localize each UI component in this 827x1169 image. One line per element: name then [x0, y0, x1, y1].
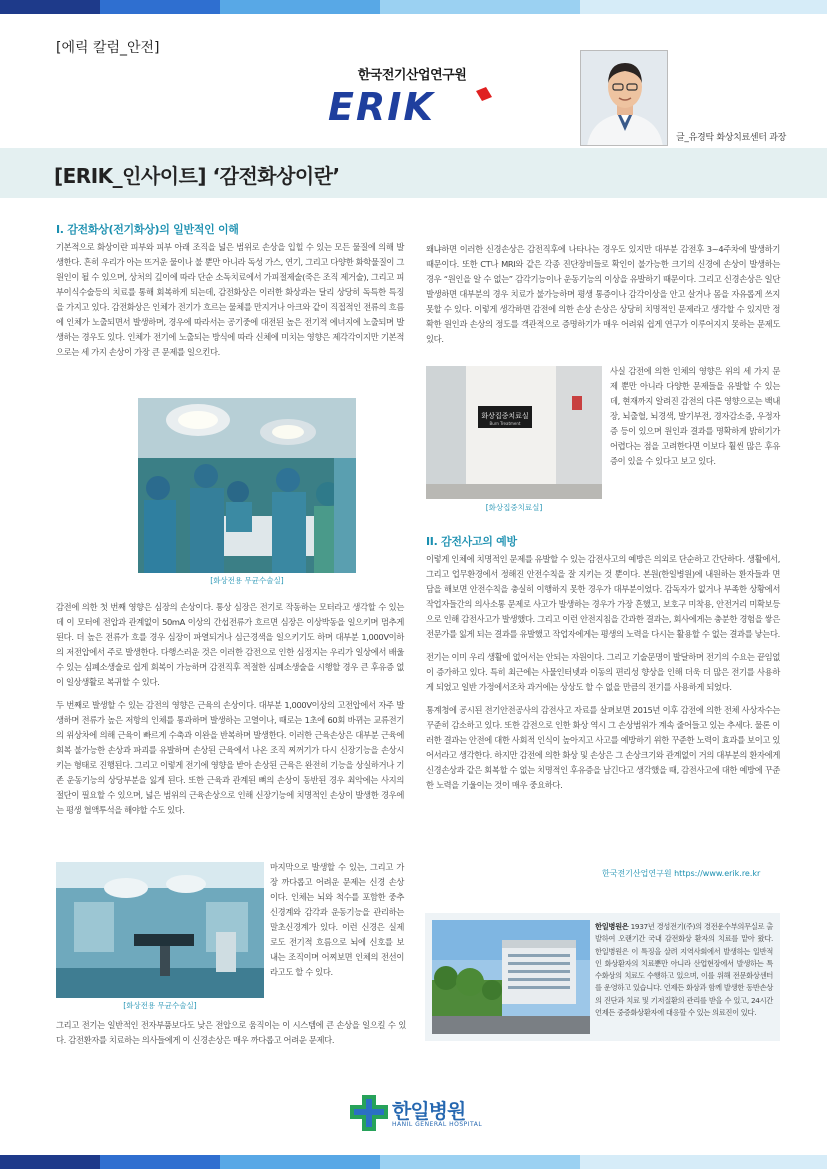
paragraph: 마지막으로 발생할 수 있는, 그리고 가장 까다롭고 어려운 문제는 신경 손상이다. 인체는 뇌와 척수를 포함한 중추신경계와 감각과 운동기능을 관리하는 말초신경계가 있다. 이런 신경은 실제로도 전기적 흐름으로 뇌에 신호를 보내는 조직이며 어찌보면 인체의 전선이라고도 할 수 있다.	[270, 862, 404, 977]
left-column-top	[56, 222, 404, 368]
paragraph: 사실 감전에 의한 인체의 영향은 위의 세 가지 문제 뿐만 아니라 다양한 문제들을 유발할 수 있는데, 현재까지 알려진 감전의 다른 영향으로는 백내장, 뇌출혈, 뇌경색, 발기부전, 경자감소증, 우정자증 등이 있으며 원인과 결과를 명확하게 밝히기가 어렵다는 점을 고려한다면 이보다 훨씬 많은 후유증이 있을 수 있다고 보고 있다.	[610, 366, 780, 466]
heading-section-2: II. 감전사고의 예방	[426, 535, 517, 548]
left-column-middle	[56, 600, 404, 826]
paragraph: 두 번째로 발생할 수 있는 감전의 영향은 근육의 손상이다. 대부분 1,000V이상의 고전압에서 자주 발생하며 전류가 높은 저항의 인체를 통과하며 발생하는 고열이나, 때로는 1초에 60회 바뀌는 교류전기의 위상차에 의해 근육이 빠르게 수축과 이완을 반복하며 발생한다. 이러한 근육손상은 대부분 근육에 회복 불가능한 손상과 파괴를 유발하며 손상된 근육에서 나온 조직 찌꺼기가 다시 신장기능을 손상시키는 형태로 진행된다. 그리고 이렇게 전기에 영향을 받아 손상된 근육은 완전히 기능을 상실하거나 기존 운동기능의 상당부분을 잃게 된다. 또한 근육과 관계된 뼈의 손상이 동반된 경우 최악에는 사지의 절단이 필요할 수 있으며, 넓은 범위의 근육손상으로 인해 신장기능에 치명적인 손상이 발생한 경우에는 평생 혈액투석을 해야할 수도 있다.	[56, 700, 404, 815]
hospital-info-text	[595, 921, 773, 1019]
section-tag: [에릭 칼럼_안전]	[56, 40, 160, 56]
operating-room-photo	[138, 398, 356, 573]
source-credit: 한국전기산업연구원 https://www.erik.re.kr	[602, 869, 761, 878]
paragraph: 기본적으로 화상이란 피부와 피부 아래 조직을 넓은 범위로 손상을 입힐 수 있는 모든 물질에 의해 발생한다. 흔히 우리가 아는 뜨거운 물이나 불 뿐만 아니라 독성 가스, 연기, 그리고 다양한 화학물질이 그 원인이 될 수 있으며, 상처의 깊이에 따라 단순 소독치료에서 가피절제술(죽은 조직 제거술), 그리고 피부이식수술등의 치료를 통해 회복하게 되는데, 감전화상은 이러한 화상과는 달리 상당히 독특한 특징을 가지고 있다. 감전화상은 인체가 전기가 흐르는 물체를 만지거나 아크와 같이 직접적인 전류의 흐름에 인체가 노출되면서 발생하며, 경우에 따라서는 공기중에 대전된 높은 전기적 에너지에 노출되며 발생하는 경우도 있다. 인체가 전기에 노출되는 방식에 따라 신체에 미치는 영향은 제각각이지만 기본적으로는 세 가지 손상이 가장 큰 문제를 일으킨다.	[56, 242, 404, 357]
right-column-bottom	[426, 534, 780, 801]
hospital-logo	[348, 1093, 488, 1133]
paragraph: 왜냐하면 이러한 신경손상은 감전직후에 나타나는 경우도 있지만 대부분 감전후 3~4주차에 발생하기 때문이다. 또한 CT나 MRI와 같은 각종 진단장비들로 확인이 불가능한 크기의 신경에 손상이 발생하는 경우 “원인을 알 수 없는” 감각기능이나 운동기능의 이상을 유발하기 때문이다. 그리고 신경손상은 일단 발생하면 대부분의 경우 치료가 불가능하며 평생 통증이나 감각이상을 안고 살거나 몸을 자유롭게 쓰지 못할 수 있다. 이렇게 생각하면 감전에 의한 손상 손상은 상당히 치명적인 문제라고 생각할 수 있지만 정확한 원인과 손상의 정도를 객관적으로 증명하기가 매우 어려워 쉽게 연구가 이루어지지 못하는 문제도있다.	[426, 244, 780, 344]
heading-section-1: I. 감전화상(전기화상)의 일반적인 이해	[56, 223, 239, 236]
erik-wordmark-text: ERIK	[328, 85, 435, 125]
left-column-bottom	[56, 1018, 406, 1056]
paragraph: 통계청에 공시된 전기안전공사의 감전사고 자료를 살펴보면 2015년 이후 감전에 의한 전체 사상자수는 꾸준히 감소하고 있다. 또한 감전으로 인한 화상 역시 그 손상범위가 계속 줄어들고 있는 추세다. 물론 이러한 결과는 안전에 대한 사회적 인식이 높아지고 사고를 예방하기 위한 꾸준한 노력이 효과를 보이고 있어서라고 생각한다. 하지만 감전에 의한 화상 및 손상은 그 손상크기와 관계없이 거의 대부분의 환자에게 신경손상과 같은 회복할 수 없는 치명적인 후유증을 남긴다고 생각했을 때, 감전사고에 대한 예방에 꾸준한 노력을 기울이는 것이 매우 중요하다.	[426, 705, 780, 790]
author-photo	[580, 50, 668, 146]
top-color-bar	[0, 0, 827, 14]
hospital-name: 한일병원은	[595, 922, 629, 931]
hospital-logo-name: 한일병원	[392, 1099, 466, 1123]
sign-text-en: Burn Treatment	[489, 421, 521, 426]
erik-logo	[326, 64, 498, 126]
left-column-side-text	[270, 860, 404, 988]
erik-wordmark	[326, 85, 498, 125]
page-title: [ERIK_인사이트] ‘감전화상이란’	[54, 164, 340, 188]
org-name: 한국전기산업연구원	[357, 68, 467, 83]
bottom-color-bar	[0, 1155, 827, 1169]
paragraph: 감전에 의한 첫 번째 영향은 심장의 손상이다. 통상 심장은 전기로 작동하는 모터라고 생각할 수 있는데 이 모터에 전압과 관계없이 50mA 이상의 간섭전류가 흐르면 심장은 이상박동을 일으키며 멈추게 된다. 더 높은 전류가 흐를 경우 심장이 파열되거나 심근경색을 일으키기도 하며 대부분 1,000V이하의 저전압에서 주로 발생한다. 다행스러운 것은 이러한 감전으로 인한 심정지는 우리가 일상에서 배울 수 있는 심폐소생술로 쉽게 회복이 가능하며 감전직후 적절한 심폐소생술을 시행할 경우 큰 후유증 없이 일상생활로 복귀할 수 있다.	[56, 602, 404, 687]
right-column-side-text	[610, 364, 780, 477]
paragraph: 그리고 전기는 일반적인 전자부품보다도 낮은 전압으로 움직이는 이 시스템에 큰 손상을 일으킬 수 있다. 감전환자를 치료하는 의사들에게 이 신경손상은 매우 까다롭고 어려운 문제다.	[56, 1020, 406, 1045]
byline: 글_유경탁 화상치료센터 과장	[676, 133, 787, 143]
burn-treatment-room-photo	[426, 366, 602, 499]
right-column-top	[426, 242, 780, 355]
hospital-description: 1937년 경성전기(주)의 경전운수부의무실로 출발하여 오랜기간 국내 감전화상 환자의 치료를 맡아 왔다. 한일병원은 이 특징을 살려 지역사회에서 발생하는 일반적인 화상환자의 치료뿐만 아니라 산업현장에서 발생하는 특수화상의 치료도 수행하고 있으며, 이를 위해 전문화상센터를 운영하고 있습니다. 언제든 화상과 함께 발생한 동반손상의 진단과 치료 및 기저질환의 관리를 받을 수 있고, 24시간 언제든 중증화상환자에 대응할 수 있는 의료진이 있다.	[595, 922, 773, 1018]
paragraph: 이렇게 인체에 치명적인 문제를 유발할 수 있는 감전사고의 예방은 의외로 단순하고 간단하다. 생활에서, 그리고 업무환경에서 정해진 안전수칙을 잘 지키는 것 뿐이다. 본원(한일병원)에 내원하는 환자들과 면담을 해보면 안전수칙을 충실히 이행하지 못한 경우가 대부분이었다. 감독자가 없거나 부족한 상황에서 작업자들간의 의사소통 문제로 사고가 발생하는 경우가 가장 흔했고, 보호구 미착용, 안전거리 미확보등으로 인해 감전사고가 발생했다. 그리고 이런 안전지침을 간과한 결과는, 회사에게는 충분한 경험을 쌓은 전문가를 잃게 되는 결과를 유발했고 작업자에게는 평생의 노력을 다시는 활용할 수 없는 결과를 낳는다.	[426, 554, 780, 639]
sign-text: 화상집중치료실	[481, 412, 529, 420]
hospital-building-photo	[432, 920, 590, 1034]
hospital-cross-icon	[348, 1093, 390, 1133]
hospital-logo-name-en: HANIL GENERAL HOSPITAL	[392, 1121, 483, 1128]
photo-caption: [화상전용 무균수술실]	[210, 576, 284, 585]
paragraph: 전기는 이미 우리 생활에 없어서는 안되는 자원이다. 그리고 기술문명이 발달하며 전기의 수요는 끝임없이 증가하고 있다. 특히 최근에는 사물인터넷과 이동의 편리성 향상을 인해 더욱 더 많은 전기를 사용하게 되었고 일반 가정에서조차 과거에는 상상도 할 수 없을 만큼의 전기를 사용하게 되었다.	[426, 652, 780, 692]
photo-caption: [화상집중치료실]	[485, 503, 543, 512]
photo-caption: [화상전용 무균수술실]	[123, 1001, 197, 1010]
operating-room-photo-2	[56, 862, 264, 998]
